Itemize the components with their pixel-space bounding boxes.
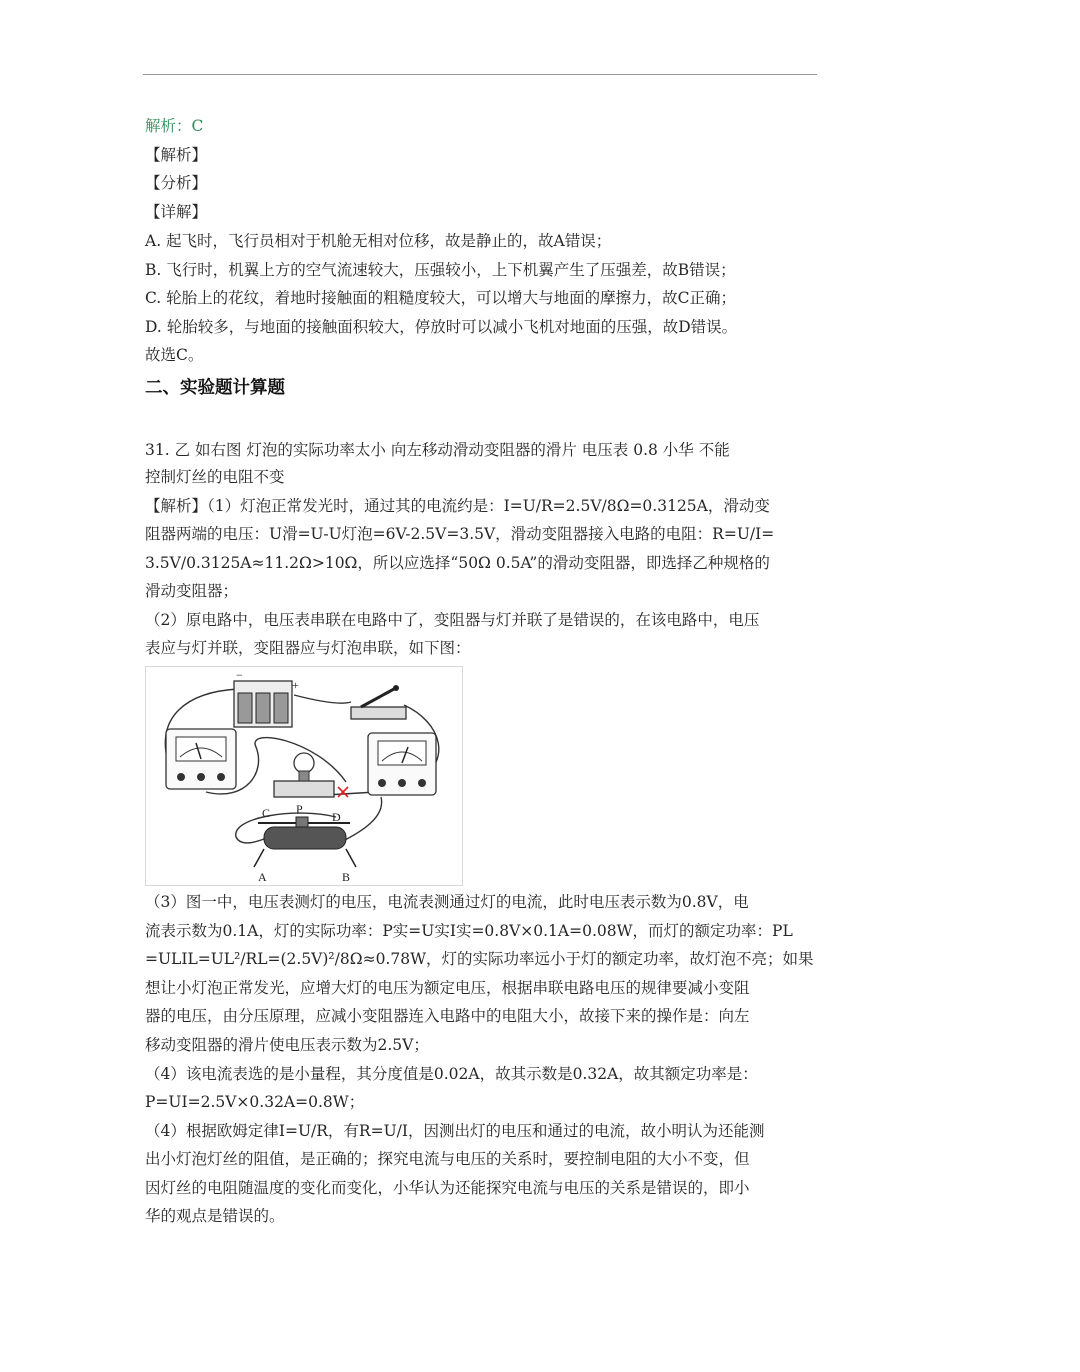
q31-part3-line1: （3）图一中，电压表测灯的电压，电流表测通过灯的电流，此时电压表示数为0.8V，电	[145, 893, 749, 911]
label-b: B	[342, 870, 351, 884]
q31-part4-line1: （4）该电流表选的是小量程，其分度值是0.02A，故其示数是0.32A，故其额定功率是：	[145, 1065, 758, 1083]
rheostat-icon	[254, 802, 356, 884]
q31-part2-line1: （2）原电路中，电压表串联在电路中了，变阻器与灯并联了是错误的，在该电路中，电压	[145, 611, 760, 629]
tag-xiangjie: 【详解】	[145, 203, 208, 221]
q31-part4-line2: P=UI=2.5V×0.32A=0.8W；	[145, 1093, 365, 1111]
label-d: D	[332, 810, 341, 824]
ammeter-icon	[166, 729, 236, 789]
q31-part1-line4: 滑动变阻器；	[145, 582, 239, 600]
header-rule	[143, 74, 817, 75]
label-p: P	[296, 802, 303, 816]
q31-part1-line2: 阻器两端的电压：U滑=U-U灯泡=6V-2.5V=3.5V，滑动变阻器接入电路的电阻：R=U/I=	[145, 525, 775, 543]
option-b-analysis: B. 飞行时，机翼上方的空气流速较大，压强较小，上下机翼产生了压强差，故B错误；	[145, 261, 736, 279]
answer-head: 解析：C	[145, 117, 204, 135]
option-c-analysis: C. 轮胎上的花纹，着地时接触面的粗糙度较大，可以增大与地面的摩擦力，故C正确；	[145, 289, 737, 307]
q31-part1-line1: 【解析】（1）灯泡正常发光时，通过其的电流约是：I=U/R=2.5V/8Ω=0.3125A，滑动变	[145, 497, 770, 515]
tag-jiexi: 【解析】	[145, 146, 208, 164]
q31-part3-line5: 器的电压，由分压原理，应减小变阻器连入电路中的电阻大小，故接下来的操作是：向左	[145, 1007, 750, 1025]
switch-icon	[351, 685, 406, 719]
battery-minus-label: −	[236, 668, 243, 682]
q31-part3-line2: 流表示数为0.1A，灯的实际功率：P实=U实I实=0.8V×0.1A=0.08W，而灯的额定功率：PL	[145, 922, 793, 940]
circuit-diagram	[145, 666, 463, 886]
voltmeter-icon	[368, 733, 436, 795]
q31-part3-line3: =ULIL=UL²/RL=(2.5V)²/8Ω≈0.78W，灯的实际功率远小于灯的额定功率，故灯泡不亮；如果	[145, 950, 814, 968]
q31-answer-line1: 31. 乙 如右图 灯泡的实际功率太小 向左移动滑动变阻器的滑片 电压表 0.8 小华 不能	[145, 441, 730, 459]
q31-answer-line2: 控制灯丝的电阻不变	[145, 468, 285, 486]
q31-part3-line6: 移动变阻器的滑片使电压表示数为2.5V；	[145, 1036, 429, 1054]
tag-fenxi: 【分析】	[145, 174, 208, 192]
option-a-analysis: A. 起飞时，飞行员相对于机舱无相对位移，故是静止的，故A错误；	[145, 232, 612, 250]
q31-part1-line3: 3.5V/0.3125A≈11.2Ω>10Ω，所以应选择“50Ω 0.5A”的滑动变阻器，即选择乙种规格的	[145, 554, 770, 572]
label-a: A	[258, 870, 267, 884]
label-c: C	[262, 806, 271, 820]
section-title: 二、实验题计算题	[145, 378, 285, 398]
q31-part2-line2: 表应与灯并联，变阻器应与灯泡串联，如下图：	[145, 639, 471, 657]
q31-part5-line3: 因灯丝的电阻随温度的变化而变化，小华认为还能探究电流与电压的关系是错误的，即小	[145, 1179, 750, 1197]
q31-part3-line4: 想让小灯泡正常发光，应增大灯的电压为额定电压，根据串联电路电压的规律要减小变阻	[145, 979, 750, 997]
q31-part5-line2: 出小灯泡灯丝的阻值，是正确的；探究电流与电压的关系时，要控制电阻的大小不变，但	[145, 1150, 750, 1168]
option-d-analysis: D. 轮胎较多，与地面的接触面积较大，停放时可以减小飞机对地面的压强，故D错误。	[145, 318, 738, 336]
battery-icon	[234, 668, 299, 727]
q31-part5-line1: （4）根据欧姆定律I=U/R，有R=U/I，因测出灯的电压和通过的电流，故小明认为还能测	[145, 1122, 765, 1140]
cross-mark-icon	[338, 787, 348, 797]
choose-line: 故选C。	[145, 346, 204, 364]
q31-part5-line4: 华的观点是错误的。	[145, 1207, 285, 1225]
battery-plus-label: +	[292, 678, 299, 692]
lamp-icon	[274, 753, 334, 797]
